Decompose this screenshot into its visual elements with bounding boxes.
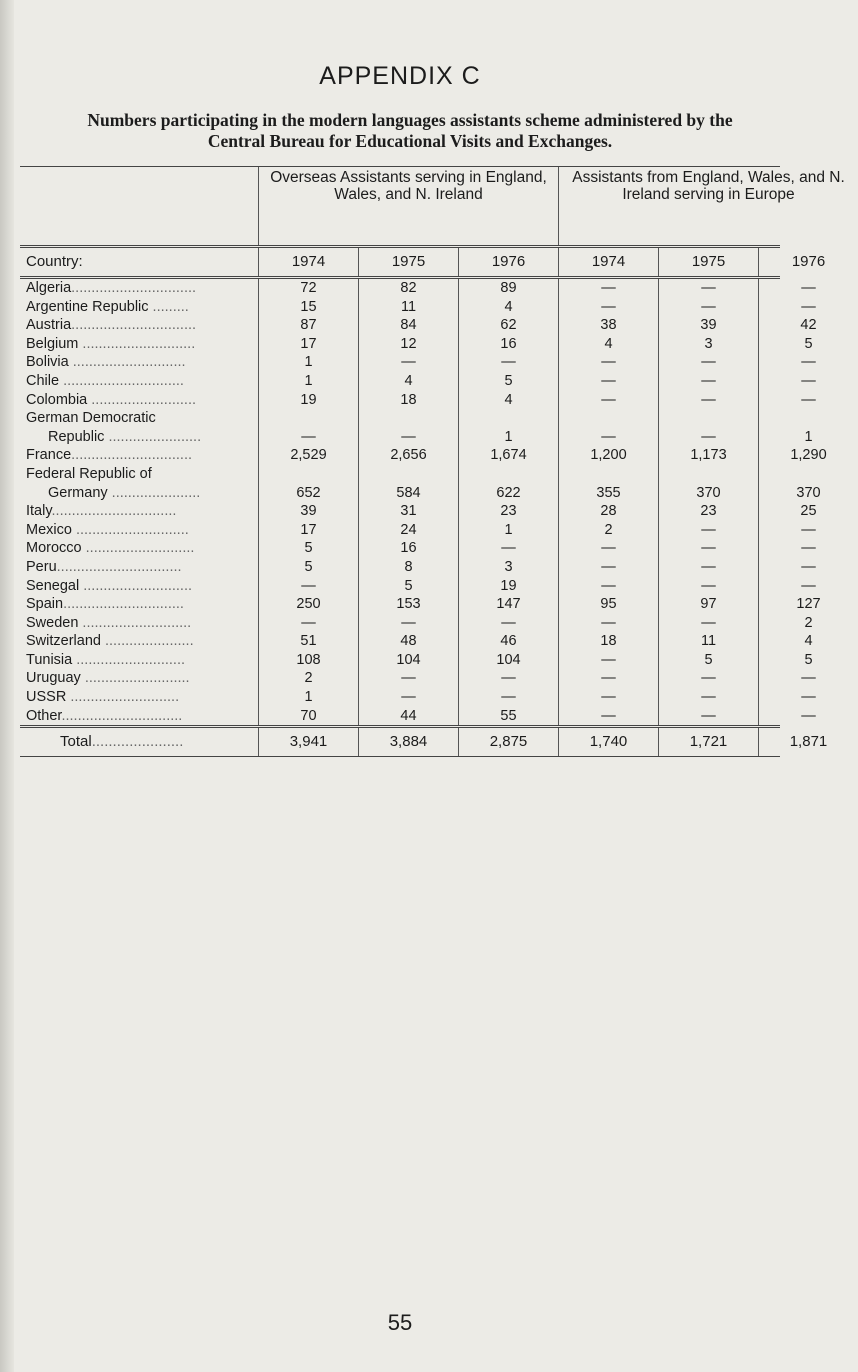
- country-cell: [20, 484, 258, 503]
- leader-dots: ..............................: [71, 447, 192, 464]
- leader-dots: .......................: [104, 428, 202, 445]
- value-cell: —: [558, 577, 658, 596]
- value-cell: [558, 465, 658, 484]
- country-name: German Democratic: [26, 410, 156, 427]
- country-cell: [20, 707, 258, 726]
- page-number: 55: [387, 1310, 413, 1335]
- country-cell: [20, 577, 258, 596]
- total-cell: 2,875: [458, 728, 558, 756]
- appendix-title: APPENDIX C: [319, 62, 481, 90]
- table-row: [20, 279, 816, 298]
- total-cell: 1,871: [758, 728, 858, 756]
- year-header: 1975: [658, 248, 758, 276]
- value-cell: 622: [458, 484, 558, 503]
- group-header-england: Assistants from England, Wales, and N. Ireland serving in Europe: [558, 167, 858, 245]
- leader-dots: ..............................: [61, 707, 183, 724]
- value-cell: 5: [258, 558, 358, 577]
- country-cell: [20, 521, 258, 540]
- country-name: Chile: [26, 372, 60, 389]
- value-cell: —: [658, 669, 758, 688]
- value-cell: 87: [258, 316, 358, 335]
- value-cell: 55: [458, 707, 558, 726]
- value-cell: 1: [458, 521, 558, 540]
- value-cell: [558, 409, 658, 428]
- value-cell: 46: [458, 632, 558, 651]
- value-cell: —: [758, 372, 858, 391]
- value-cell: 108: [258, 651, 358, 670]
- value-cell: 1: [458, 428, 558, 447]
- value-cell: 42: [758, 316, 858, 335]
- leader-dots: ...............................: [56, 558, 182, 575]
- country-name: Italy: [26, 503, 52, 520]
- total-label-text: Total: [60, 733, 92, 751]
- country-cell: [20, 651, 258, 670]
- country-cell: [20, 372, 258, 391]
- value-cell: —: [558, 372, 658, 391]
- leader-dots: ...............................: [71, 317, 197, 334]
- table-row: [20, 465, 780, 484]
- table-row: [20, 409, 780, 428]
- leader-dots: ......................: [107, 484, 201, 501]
- value-cell: —: [558, 688, 658, 707]
- table-row: [20, 539, 816, 558]
- country-name: Sweden: [26, 614, 79, 631]
- value-cell: 4: [758, 632, 858, 651]
- table-row: [20, 372, 816, 391]
- value-cell: 19: [258, 391, 358, 410]
- value-cell: 153: [358, 595, 458, 614]
- value-cell: —: [658, 353, 758, 372]
- table-row: [20, 669, 816, 688]
- total-cell: 3,884: [358, 728, 458, 756]
- country-name: Other: [26, 707, 62, 724]
- value-cell: 1,173: [658, 446, 758, 465]
- value-cell: 1,200: [558, 446, 658, 465]
- caption-line-2: Central Bureau for Educational Visits and Exchanges.: [207, 131, 613, 151]
- value-cell: 44: [358, 707, 458, 726]
- value-cell: —: [658, 298, 758, 317]
- total-cell: 3,941: [258, 728, 358, 756]
- country-cell: [20, 409, 258, 428]
- leader-dots: ............................: [71, 521, 189, 538]
- country-cell: [20, 446, 258, 465]
- value-cell: 2: [558, 521, 658, 540]
- country-name: Mexico: [26, 521, 72, 538]
- value-cell: 4: [458, 298, 558, 317]
- group-header-row: [20, 167, 845, 245]
- value-cell: 19: [458, 577, 558, 596]
- value-cell: 18: [358, 391, 458, 410]
- value-cell: 48: [358, 632, 458, 651]
- value-cell: 355: [558, 484, 658, 503]
- country-name: Tunisia: [26, 651, 73, 668]
- value-cell: —: [358, 669, 458, 688]
- table-row: [20, 595, 821, 614]
- header-blank-cell: [20, 167, 258, 245]
- value-cell: [658, 409, 758, 428]
- leader-dots: ..............................: [59, 372, 184, 389]
- value-cell: —: [658, 521, 758, 540]
- assistants-table: [20, 166, 845, 757]
- leader-dots: ..........................: [80, 670, 190, 687]
- year-header: 1975: [358, 248, 458, 276]
- country-name: Argentine Republic: [26, 298, 149, 315]
- value-cell: 5: [758, 651, 858, 670]
- value-cell: 584: [358, 484, 458, 503]
- value-cell: 147: [458, 595, 558, 614]
- value-cell: 25: [758, 502, 858, 521]
- table-row: [20, 446, 827, 465]
- value-cell: —: [458, 688, 558, 707]
- value-cell: [758, 465, 858, 484]
- value-cell: —: [358, 614, 458, 633]
- value-cell: 4: [358, 372, 458, 391]
- value-cell: 17: [258, 521, 358, 540]
- leader-dots: ............................: [78, 335, 196, 352]
- value-cell: 2,529: [258, 446, 358, 465]
- value-cell: —: [558, 614, 658, 633]
- value-cell: 18: [558, 632, 658, 651]
- country-name: Uruguay: [26, 670, 81, 687]
- table-row: [20, 632, 813, 651]
- value-cell: 31: [358, 502, 458, 521]
- country-cell: [20, 335, 258, 354]
- value-cell: 1: [258, 353, 358, 372]
- value-cell: 1: [758, 428, 858, 447]
- year-header: 1974: [558, 248, 658, 276]
- value-cell: 104: [358, 651, 458, 670]
- country-name: Morocco: [26, 540, 82, 557]
- country-name: Federal Republic of: [26, 465, 152, 482]
- value-cell: —: [258, 577, 358, 596]
- table-row: [20, 353, 816, 372]
- value-cell: 23: [658, 502, 758, 521]
- value-cell: —: [758, 539, 858, 558]
- total-label: [20, 728, 258, 756]
- country-cell: [20, 391, 258, 410]
- value-cell: 2: [258, 669, 358, 688]
- table-row: [20, 688, 816, 707]
- country-name: USSR: [26, 689, 67, 706]
- country-name: Bolivia: [26, 354, 69, 371]
- value-cell: 652: [258, 484, 358, 503]
- value-cell: 97: [658, 595, 758, 614]
- country-cell: [20, 428, 258, 447]
- table-row: [20, 298, 816, 317]
- value-cell: —: [758, 279, 858, 298]
- table-row: [20, 391, 816, 410]
- value-cell: 11: [358, 298, 458, 317]
- value-cell: 3: [658, 335, 758, 354]
- country-name: Peru: [26, 558, 57, 575]
- value-cell: [258, 465, 358, 484]
- value-cell: 1: [258, 372, 358, 391]
- value-cell: —: [658, 279, 758, 298]
- value-cell: —: [558, 651, 658, 670]
- country-cell: [20, 316, 258, 335]
- leader-dots: ...........................: [78, 614, 192, 631]
- country-cell: [20, 298, 258, 317]
- value-cell: [258, 409, 358, 428]
- table-row: [20, 316, 817, 335]
- table-body: [20, 279, 827, 725]
- value-cell: 8: [358, 558, 458, 577]
- year-header: 1974: [258, 248, 358, 276]
- year-header: 1976: [458, 248, 558, 276]
- leader-dots: ......................: [91, 733, 184, 751]
- value-cell: —: [358, 353, 458, 372]
- value-cell: 12: [358, 335, 458, 354]
- value-cell: —: [258, 614, 358, 633]
- leader-dots: ...........................: [79, 577, 193, 594]
- value-cell: —: [558, 558, 658, 577]
- table-row: [20, 521, 816, 540]
- value-cell: 16: [458, 335, 558, 354]
- value-cell: —: [558, 669, 658, 688]
- value-cell: —: [558, 353, 658, 372]
- leader-dots: ...........................: [81, 540, 195, 557]
- value-cell: —: [658, 707, 758, 726]
- value-cell: —: [658, 391, 758, 410]
- total-row: [20, 728, 828, 756]
- value-cell: —: [758, 391, 858, 410]
- country-name: Germany: [48, 484, 108, 501]
- country-name: Algeria: [26, 280, 72, 296]
- value-cell: —: [558, 279, 658, 298]
- year-header: 1976: [758, 248, 858, 276]
- value-cell: 51: [258, 632, 358, 651]
- value-cell: 1: [258, 688, 358, 707]
- value-cell: —: [658, 688, 758, 707]
- value-cell: 5: [358, 577, 458, 596]
- country-cell: [20, 279, 258, 298]
- group-header-overseas: Overseas Assistants serving in England, Wales, and N. Ireland: [258, 167, 558, 245]
- value-cell: —: [558, 298, 658, 317]
- value-cell: 62: [458, 316, 558, 335]
- value-cell: 1,290: [758, 446, 858, 465]
- value-cell: 11: [658, 632, 758, 651]
- value-cell: 16: [358, 539, 458, 558]
- value-cell: 39: [258, 502, 358, 521]
- value-cell: 370: [758, 484, 858, 503]
- page-binding-edge: [0, 0, 14, 1372]
- value-cell: —: [258, 428, 358, 447]
- country-cell: [20, 539, 258, 558]
- value-cell: —: [458, 614, 558, 633]
- value-cell: 1,674: [458, 446, 558, 465]
- value-cell: —: [658, 577, 758, 596]
- value-cell: 82: [358, 279, 458, 298]
- country-name: Spain: [26, 596, 64, 613]
- table-row: [20, 707, 816, 726]
- country-cell: [20, 558, 258, 577]
- value-cell: [358, 409, 458, 428]
- value-cell: [458, 409, 558, 428]
- value-cell: 5: [658, 651, 758, 670]
- value-cell: 104: [458, 651, 558, 670]
- country-cell: [20, 669, 258, 688]
- table-row: [20, 484, 821, 503]
- value-cell: 5: [458, 372, 558, 391]
- value-cell: 38: [558, 316, 658, 335]
- country-header: Country:: [26, 253, 83, 270]
- value-cell: —: [758, 707, 858, 726]
- table-row: [20, 502, 817, 521]
- table-row: [20, 614, 813, 633]
- country-cell: [20, 502, 258, 521]
- value-cell: 15: [258, 298, 358, 317]
- leader-dots: ...........................: [72, 651, 186, 668]
- value-cell: 95: [558, 595, 658, 614]
- value-cell: 5: [258, 539, 358, 558]
- table-bottom-rule: [20, 756, 780, 757]
- leader-dots: ..............................: [63, 596, 184, 613]
- value-cell: 23: [458, 502, 558, 521]
- country-cell: [20, 353, 258, 372]
- country-cell: [20, 614, 258, 633]
- value-cell: —: [758, 353, 858, 372]
- country-name: Colombia: [26, 391, 88, 408]
- value-cell: 24: [358, 521, 458, 540]
- country-cell: [20, 688, 258, 707]
- country-name: Belgium: [26, 335, 79, 352]
- value-cell: —: [558, 428, 658, 447]
- country-name: Switzerland: [26, 633, 101, 650]
- value-cell: 250: [258, 595, 358, 614]
- value-cell: 4: [558, 335, 658, 354]
- value-cell: —: [458, 669, 558, 688]
- country-name: Senegal: [26, 577, 80, 594]
- leader-dots: ..........................: [87, 391, 197, 408]
- value-cell: 5: [758, 335, 858, 354]
- value-cell: [458, 465, 558, 484]
- value-cell: 84: [358, 316, 458, 335]
- country-cell: [20, 465, 258, 484]
- value-cell: 370: [658, 484, 758, 503]
- country-name: France: [26, 447, 72, 464]
- value-cell: —: [458, 353, 558, 372]
- value-cell: 72: [258, 279, 358, 298]
- table-row: [20, 335, 813, 354]
- leader-dots: ............................: [68, 354, 186, 371]
- country-name: Austria: [26, 317, 72, 334]
- value-cell: —: [358, 428, 458, 447]
- value-cell: —: [758, 669, 858, 688]
- year-header-row: [20, 248, 826, 276]
- value-cell: —: [458, 539, 558, 558]
- value-cell: [358, 465, 458, 484]
- value-cell: —: [758, 577, 858, 596]
- value-cell: 2,656: [358, 446, 458, 465]
- table-row: [20, 577, 816, 596]
- value-cell: 2: [758, 614, 858, 633]
- leader-dots: ......................: [100, 633, 194, 650]
- table-caption: [40, 110, 780, 152]
- country-cell: [20, 632, 258, 651]
- leader-dots: ...............................: [71, 280, 197, 296]
- value-cell: 28: [558, 502, 658, 521]
- total-cell: 1,721: [658, 728, 758, 756]
- leader-dots: ...........................: [66, 689, 180, 706]
- value-cell: —: [658, 428, 758, 447]
- value-cell: —: [658, 614, 758, 633]
- value-cell: 89: [458, 279, 558, 298]
- value-cell: —: [758, 558, 858, 577]
- value-cell: —: [558, 391, 658, 410]
- country-cell: [20, 595, 258, 614]
- value-cell: 70: [258, 707, 358, 726]
- value-cell: —: [758, 688, 858, 707]
- value-cell: 3: [458, 558, 558, 577]
- value-cell: 4: [458, 391, 558, 410]
- total-cell: 1,740: [558, 728, 658, 756]
- value-cell: 39: [658, 316, 758, 335]
- value-cell: —: [558, 539, 658, 558]
- value-cell: —: [658, 372, 758, 391]
- table-row: [20, 558, 816, 577]
- caption-line-1: Numbers participating in the modern languages assistants scheme administered by the: [87, 110, 733, 130]
- value-cell: —: [658, 539, 758, 558]
- value-cell: 17: [258, 335, 358, 354]
- value-cell: [758, 409, 858, 428]
- country-name: Republic: [48, 428, 105, 445]
- leader-dots: .........: [148, 298, 189, 315]
- value-cell: 127: [758, 595, 858, 614]
- leader-dots: ...............................: [51, 503, 177, 520]
- value-cell: —: [758, 521, 858, 540]
- table-row: [20, 428, 813, 447]
- value-cell: —: [658, 558, 758, 577]
- value-cell: —: [758, 298, 858, 317]
- value-cell: [658, 465, 758, 484]
- value-cell: —: [558, 707, 658, 726]
- table-row: [20, 651, 813, 670]
- value-cell: —: [358, 688, 458, 707]
